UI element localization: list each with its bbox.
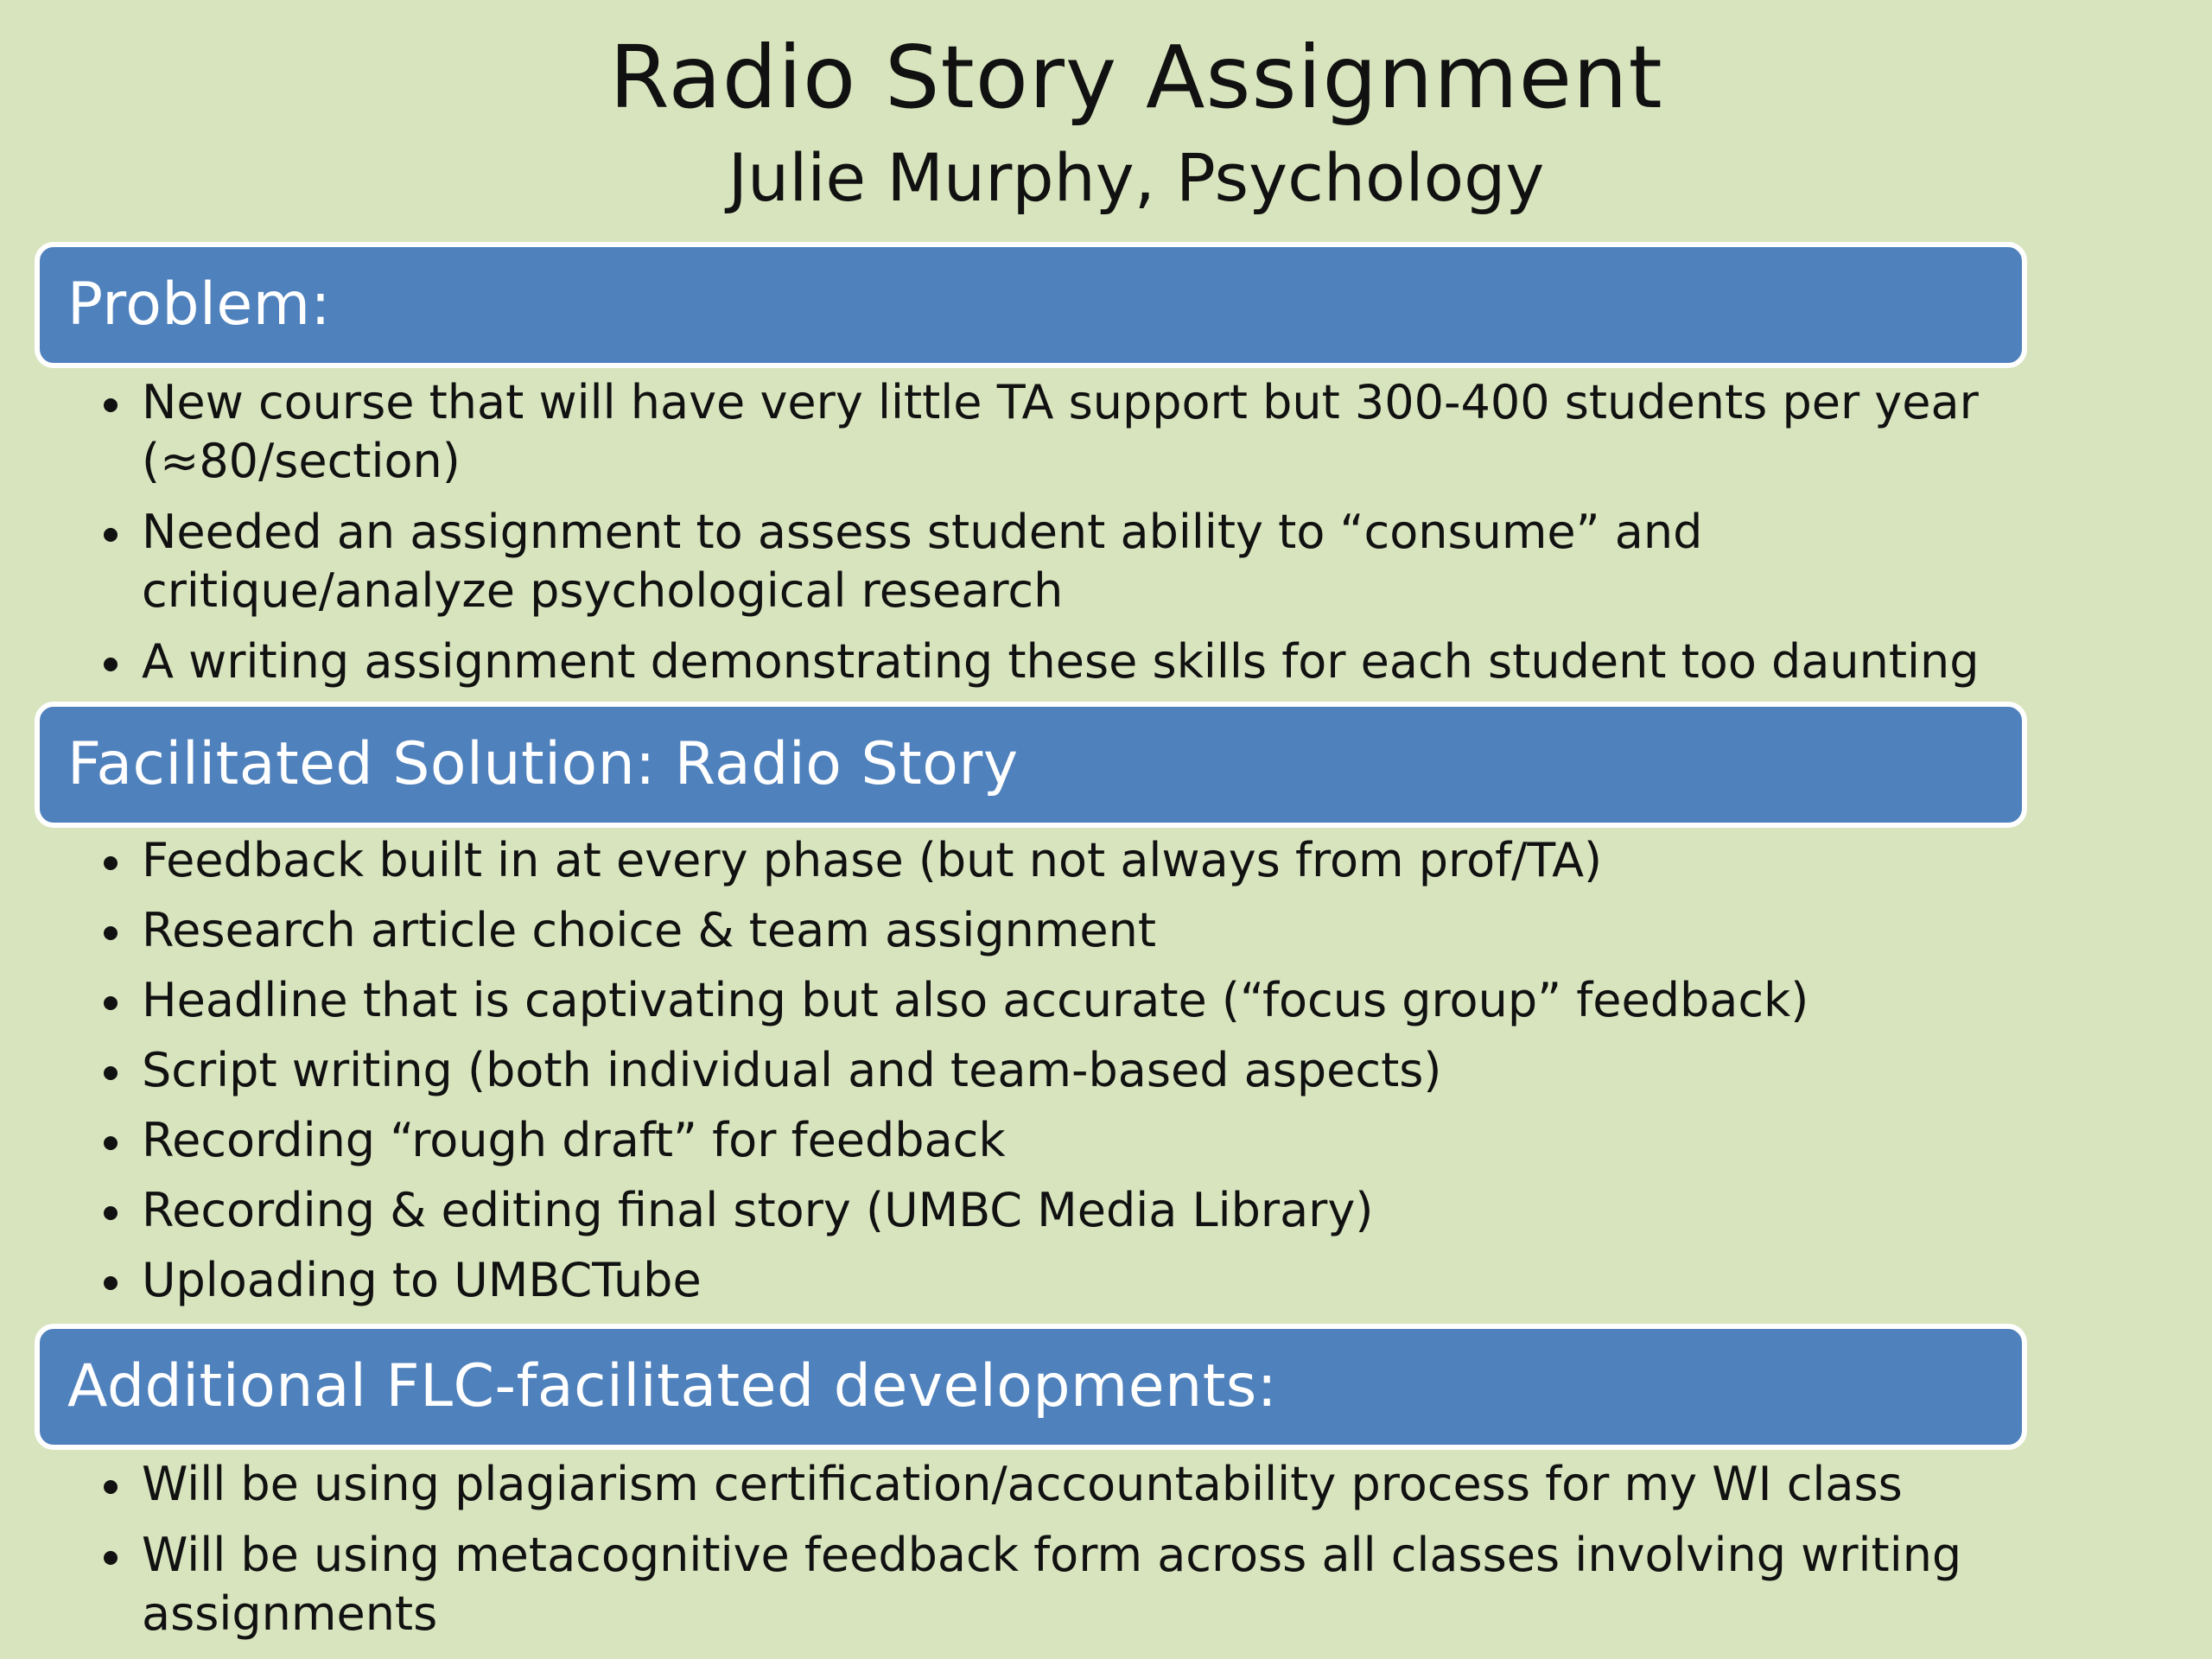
bullet-text: Recording “rough draft” for feedback (142, 1113, 1006, 1167)
bullet-text: New course that will have very little TA support but 300-400 students per year (≈80/section) (142, 375, 1979, 488)
bullet-dot-icon (104, 528, 118, 542)
list-item (0, 1181, 2056, 1240)
section-heading-solution: Facilitated Solution: Radio Story (35, 702, 2027, 828)
list-item (0, 1526, 2056, 1643)
bullet-dot-icon (104, 1276, 118, 1290)
bullet-dot-icon (104, 398, 118, 412)
bullet-text: Recording & editing final story (UMBC Media Library) (142, 1183, 1374, 1237)
bullet-text: Research article choice & team assignment (142, 903, 1157, 957)
bullet-dot-icon (104, 926, 118, 940)
list-item (0, 971, 2056, 1030)
bullet-dot-icon (104, 1206, 118, 1220)
list-item (0, 632, 2056, 691)
bullet-text: Will be using plagiarism certification/accountability process for my WI class (142, 1457, 1903, 1511)
bullet-text: A writing assignment demonstrating these skills for each student too daunting (142, 634, 1980, 689)
bullet-text: Feedback built in at every phase (but not always from prof/TA) (142, 833, 1603, 887)
bullet-text: Needed an assignment to assess student ability to “consume” and critique/analyze psychological research (142, 505, 1703, 618)
bullet-text: Headline that is captivating but also accurate (“focus group” feedback) (142, 973, 1809, 1027)
bullet-dot-icon (104, 658, 118, 671)
solution-bullet-list (0, 831, 2056, 1321)
list-item (0, 901, 2056, 960)
bullet-dot-icon (104, 1551, 118, 1565)
bullet-dot-icon (104, 856, 118, 870)
list-item (0, 831, 2056, 890)
bullet-dot-icon (104, 1480, 118, 1494)
slide-title: Radio Story Assignment (609, 27, 1663, 128)
bullet-dot-icon (104, 1066, 118, 1080)
bullet-dot-icon (104, 996, 118, 1010)
list-item (0, 1111, 2056, 1170)
problem-bullet-list (0, 373, 2056, 703)
additional-bullet-list (0, 1455, 2056, 1656)
list-item (0, 1455, 2056, 1514)
bullet-text: Script writing (both individual and team-based aspects) (142, 1043, 1442, 1097)
bullet-dot-icon (104, 1136, 118, 1150)
bullet-text: Will be using metacognitive feedback form across all classes involving writing assignments (142, 1528, 1962, 1641)
list-item (0, 503, 2056, 620)
list-item (0, 373, 2056, 491)
section-heading-additional: Additional FLC-facilitated developments: (35, 1324, 2027, 1450)
list-item (0, 1251, 2056, 1310)
list-item (0, 1041, 2056, 1100)
section-heading-problem: Problem: (35, 242, 2027, 368)
slide-subtitle: Julie Murphy, Psychology (728, 139, 1545, 216)
bullet-text: Uploading to UMBCTube (142, 1253, 702, 1307)
